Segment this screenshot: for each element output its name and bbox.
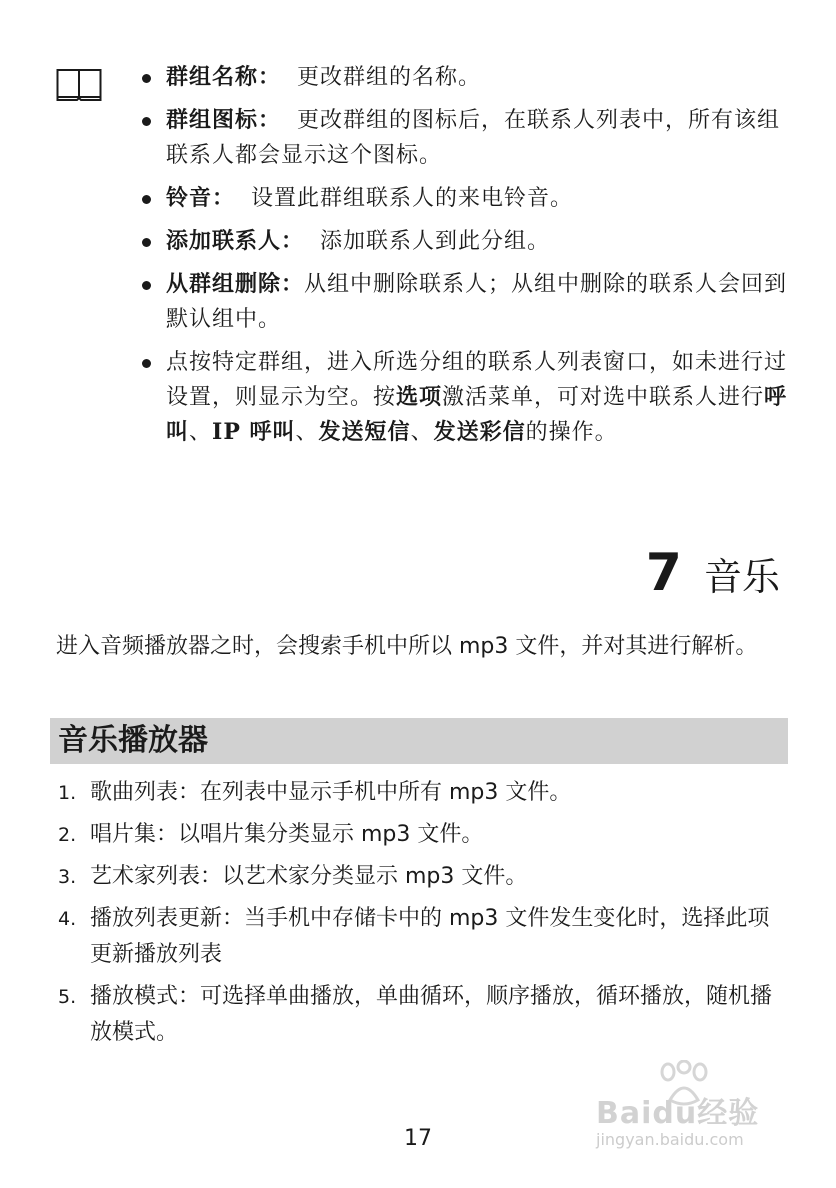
list-item: 4. 播放列表更新：当手机中存储卡中的 mp3 文件发生变化时，选择此项更新播放列表: [58, 901, 786, 973]
list-item: 铃音： 设置此群组联系人的来电铃音。: [140, 181, 790, 216]
item-index: 1.: [58, 782, 77, 804]
item-index: 2.: [58, 824, 77, 846]
list-item: 3. 艺术家列表：以艺术家分类显示 mp3 文件。: [58, 859, 786, 895]
section-title: 音乐播放器: [58, 723, 208, 758]
intro-paragraph: 进入音频播放器之时，会搜索手机中所以 mp3 文件，并对其进行解析。: [56, 634, 758, 659]
list-item: 添加联系人： 添加联系人到此分组。: [140, 224, 790, 259]
item-index: 4.: [58, 908, 77, 930]
page-number: 17: [404, 1126, 432, 1151]
section-header-bar: [50, 718, 788, 764]
list-item: 2. 唱片集：以唱片集分类显示 mp3 文件。: [58, 817, 786, 853]
baidu-watermark-logo: Baidu经验: [596, 1096, 760, 1131]
list-item: 点按特定群组，进入所选分组的联系人列表窗口，如未进行过设置，则显示为空。按选项激活菜单，可对选中联系人进行呼叫、IP 呼叫、发送短信、发送彩信的操作。: [140, 345, 790, 450]
chapter-heading: [646, 538, 780, 612]
item-index: 5.: [58, 986, 77, 1008]
list-item: 5. 播放模式：可选择单曲播放，单曲循环，顺序播放，循环播放，随机播放模式。: [58, 979, 786, 1051]
chapter-number: 7: [645, 543, 682, 603]
feature-list: [58, 775, 786, 1057]
list-item: 群组图标： 更改群组的图标后，在联系人列表中，所有该组联系人都会显示这个图标。: [140, 103, 790, 173]
note-bullet-list: [140, 60, 790, 458]
list-item: 群组名称： 更改群组的名称。: [140, 60, 790, 95]
list-item: 1. 歌曲列表：在列表中显示手机中所有 mp3 文件。: [58, 775, 786, 811]
item-index: 3.: [58, 866, 77, 888]
book-icon: [56, 68, 102, 102]
list-item: 从群组删除：从组中删除联系人；从组中删除的联系人会回到默认组中。: [140, 267, 790, 337]
chapter-title: 音乐: [703, 555, 780, 599]
watermark-url: jingyan.baidu.com: [596, 1130, 744, 1149]
